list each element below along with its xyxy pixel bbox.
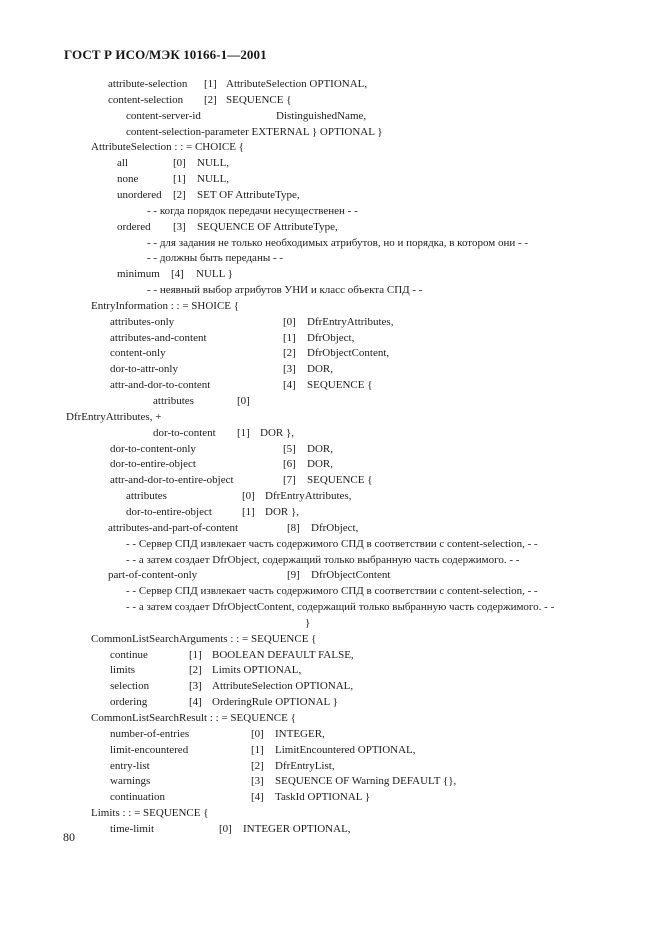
code-line-19-part-2: [3]: [283, 363, 296, 376]
code-line-24-part-1: dor-to-content-only: [110, 442, 196, 455]
code-line-26-part-2: [7]: [283, 474, 296, 487]
code-line-2-part-3: SEQUENCE {: [226, 93, 292, 106]
code-line-46-part-1: continuation: [110, 791, 165, 804]
code-line-28-part-3: DOR },: [265, 505, 300, 518]
code-line-40-part-2: [4]: [189, 696, 202, 709]
code-line-33-part-1: - - Сервер СПД извлекает часть содержимого СПД в соответствии с content-selection, - -: [126, 585, 538, 598]
code-line-6-part-2: [0]: [173, 157, 186, 170]
code-line-23-part-2: [1]: [237, 426, 250, 439]
code-line-13-part-1: minimum: [117, 268, 160, 281]
code-line-17-part-2: [1]: [283, 331, 296, 344]
code-line-13-part-2: [4]: [171, 268, 184, 281]
code-line-40-part-3: OrderingRule OPTIONAL }: [212, 696, 338, 709]
code-line-16-part-3: DfrEntryAttributes,: [307, 315, 394, 328]
code-line-42-part-3: INTEGER,: [275, 727, 325, 740]
code-line-45-part-1: warnings: [110, 775, 151, 788]
code-line-13-part-3: NULL }: [196, 268, 233, 281]
code-line-8-part-3: SET OF AttributeType,: [197, 188, 300, 201]
code-line-22-part-1: DfrEntryAttributes, +: [66, 410, 162, 423]
code-line-25-part-3: DOR,: [307, 458, 333, 471]
code-line-20-part-3: SEQUENCE {: [307, 379, 373, 392]
code-line-5-part-1: AttributeSelection : : = CHOICE {: [91, 141, 244, 154]
code-line-29-part-1: attributes-and-part-of-content: [108, 521, 239, 534]
code-line-24-part-3: DOR,: [307, 442, 333, 455]
code-line-3-part-1: content-server-id: [126, 109, 201, 122]
code-line-31-part-1: - - а затем создает DfrObject, содержащий только выбранную часть содержимого. - -: [126, 553, 520, 566]
code-line-28-part-1: dor-to-entire-object: [126, 505, 212, 518]
code-line-39-part-1: selection: [110, 680, 150, 693]
code-line-4-part-1: content-selection-parameter EXTERNAL } OPTIONAL }: [126, 125, 383, 138]
code-line-45-part-2: [3]: [251, 775, 264, 788]
code-line-17-part-1: attributes-and-content: [110, 331, 207, 344]
code-line-1-part-2: [1]: [204, 78, 217, 90]
code-line-2-part-1: content-selection: [108, 93, 184, 106]
code-line-18-part-1: content-only: [110, 347, 166, 360]
code-line-48-part-3: INTEGER OPTIONAL,: [243, 822, 351, 835]
code-line-10-part-2: [3]: [173, 220, 186, 233]
code-line-39-part-3: AttributeSelection OPTIONAL,: [212, 680, 354, 693]
code-line-43-part-3: LimitEncountered OPTIONAL,: [275, 743, 416, 756]
page-header: ГОСТ Р ИСО/МЭК 10166-1—2001: [64, 47, 267, 62]
code-line-45-part-3: SEQUENCE OF Warning DEFAULT {},: [275, 775, 457, 788]
code-line-1-part-3: AttributeSelection OPTIONAL,: [226, 78, 368, 90]
code-line-43-part-2: [1]: [251, 743, 264, 756]
code-line-9-part-1: - - когда порядок передачи несущественен - -: [147, 204, 358, 217]
code-line-6-part-1: all: [117, 157, 128, 170]
code-line-32-part-2: [9]: [287, 569, 300, 582]
code-line-38-part-3: Limits OPTIONAL,: [212, 664, 302, 677]
code-line-18-part-2: [2]: [283, 347, 296, 360]
code-line-7-part-3: NULL,: [197, 173, 230, 186]
code-line-8-part-2: [2]: [173, 188, 186, 201]
code-line-36-part-1: CommonListSearchArguments : : = SEQUENCE {: [91, 632, 317, 645]
code-line-8-part-1: unordered: [117, 188, 162, 201]
code-line-19-part-3: DOR,: [307, 363, 333, 376]
code-line-41-part-1: CommonListSearchResult : : = SEQUENCE {: [91, 712, 296, 724]
code-line-48-part-1: time-limit: [110, 822, 154, 835]
code-line-17-part-3: DfrObject,: [307, 331, 355, 344]
page-number: 80: [63, 830, 75, 844]
code-line-18-part-3: DfrObjectContent,: [307, 347, 390, 360]
code-line-26-part-3: SEQUENCE {: [307, 474, 373, 487]
code-line-24-part-2: [5]: [283, 442, 296, 455]
code-line-3-part-2: DistinguishedName,: [276, 109, 367, 122]
code-line-46-part-3: TaskId OPTIONAL }: [275, 791, 371, 804]
code-line-37-part-3: BOOLEAN DEFAULT FALSE,: [212, 648, 354, 661]
code-line-7-part-2: [1]: [173, 173, 186, 186]
code-line-2-part-2: [2]: [204, 93, 217, 106]
code-line-30-part-1: - - Сервер СПД извлекает часть содержимого СПД в соответствии с content-selection, - -: [126, 537, 538, 550]
code-line-37-part-1: continue: [110, 648, 148, 661]
code-line-39-part-2: [3]: [189, 680, 202, 693]
code-line-29-part-3: DfrObject,: [311, 521, 359, 534]
code-line-28-part-2: [1]: [242, 505, 255, 518]
code-line-21-part-1: attributes: [153, 395, 194, 407]
code-line-25-part-1: dor-to-entire-object: [110, 458, 196, 471]
code-line-38-part-1: limits: [110, 664, 136, 677]
code-line-12-part-1: - - должны быть переданы - -: [147, 252, 284, 265]
code-line-27-part-3: DfrEntryAttributes,: [265, 490, 352, 503]
code-line-27-part-1: attributes: [126, 490, 167, 503]
code-line-25-part-2: [6]: [283, 458, 296, 471]
code-line-6-part-3: NULL,: [197, 157, 230, 170]
code-line-42-part-1: number-of-entries: [110, 727, 190, 740]
code-line-40-part-1: ordering: [110, 696, 148, 709]
code-line-44-part-3: DfrEntryList,: [275, 759, 335, 772]
code-line-10-part-3: SEQUENCE OF AttributeType,: [197, 220, 338, 233]
code-line-38-part-2: [2]: [189, 664, 202, 677]
code-line-16-part-2: [0]: [283, 315, 296, 328]
code-line-14-part-1: - - неявный выбор атрибутов УНИ и класс объекта СПД - -: [147, 284, 423, 297]
code-line-1-part-1: attribute-selection: [108, 78, 188, 90]
code-line-44-part-2: [2]: [251, 759, 264, 772]
code-line-20-part-2: [4]: [283, 379, 296, 392]
code-line-43-part-1: limit-encountered: [110, 743, 189, 756]
code-line-37-part-2: [1]: [189, 648, 202, 661]
code-line-35-part-1: }: [305, 616, 311, 629]
code-line-23-part-3: DOR },: [260, 426, 295, 439]
code-line-27-part-2: [0]: [242, 490, 255, 503]
code-line-10-part-1: ordered: [117, 220, 151, 233]
code-line-11-part-1: - - для задания не только необходимых атрибутов, но и порядка, в котором они - -: [147, 236, 529, 249]
code-line-19-part-1: dor-to-attr-only: [110, 363, 178, 376]
code-line-34-part-1: - - а затем создает DfrObjectContent, содержащий только выбранную часть содержимого. - -: [126, 601, 555, 614]
code-line-29-part-2: [8]: [287, 521, 300, 534]
code-line-16-part-1: attributes-only: [110, 315, 175, 328]
code-line-32-part-3: DfrObjectContent: [311, 569, 391, 582]
code-line-20-part-1: attr-and-dor-to-content: [110, 379, 211, 392]
code-line-7-part-1: none: [117, 173, 139, 186]
code-line-23-part-1: dor-to-content: [153, 426, 216, 439]
code-line-21-part-2: [0]: [237, 395, 250, 407]
code-line-15-part-1: EntryInformation : : = SHOICE {: [91, 299, 240, 312]
asn1-code-block: [0, 76, 661, 835]
code-line-46-part-2: [4]: [251, 791, 264, 804]
code-line-32-part-1: part-of-content-only: [108, 569, 198, 582]
code-line-42-part-2: [0]: [251, 727, 264, 740]
code-line-26-part-1: attr-and-dor-to-entire-object: [110, 474, 234, 487]
code-line-44-part-1: entry-list: [110, 759, 150, 772]
code-line-48-part-2: [0]: [219, 822, 232, 835]
code-line-47-part-1: Limits : : = SEQUENCE {: [91, 807, 209, 820]
